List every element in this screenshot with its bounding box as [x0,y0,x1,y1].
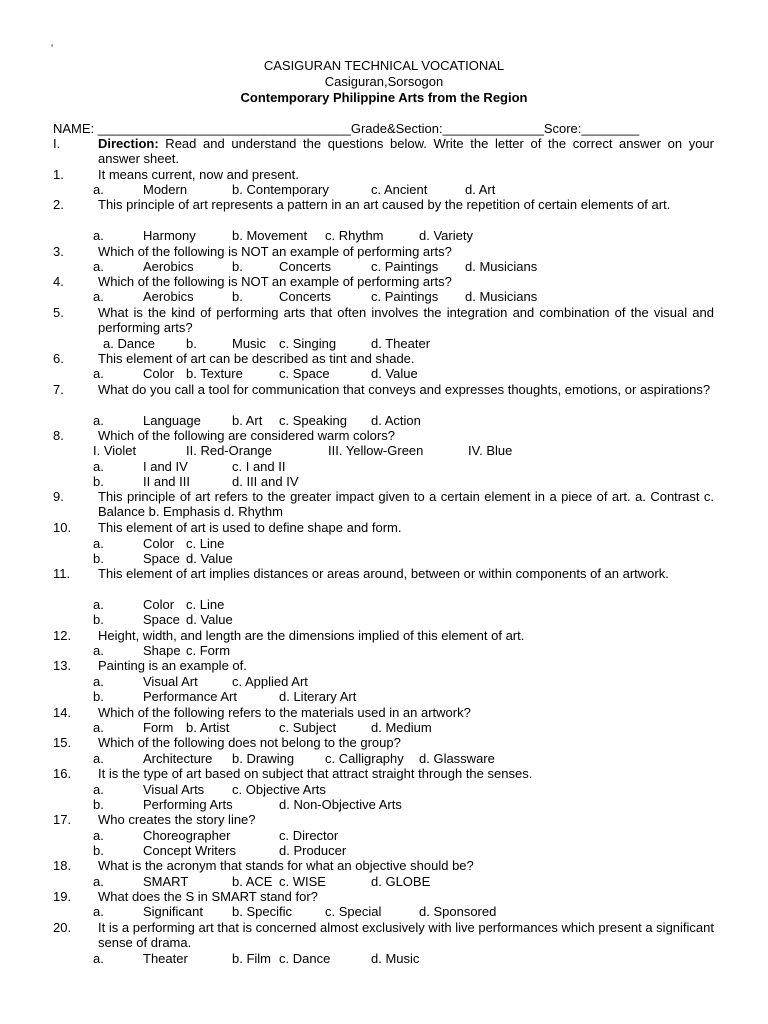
choice-letter: a. [93,289,104,304]
choice: Concerts [279,259,332,274]
choice: Music [232,336,266,351]
choice: Space [143,551,180,566]
question-number: 9. [53,489,64,504]
choice: Architecture [143,751,213,766]
choice: I. Violet [93,443,137,458]
choice-letter: b. [93,551,104,566]
question-number: 2. [53,197,64,212]
direction-body: Read and understand the questions below. Write the letter of the correct answer on your answer sheet. [98,136,714,166]
question-text: Which of the following does not belong to the group? [98,735,401,750]
choice: Color [143,536,175,551]
question-number: 10. [53,520,72,535]
choice: Visual Art [143,674,198,689]
question-text: Which of the following are considered warm colors? [98,428,395,443]
choice: d. Glassware [419,751,495,766]
choice-letter: b. [93,612,104,627]
question-text: Which of the following refers to the materials used in an artwork? [98,705,471,720]
question-number: 1. [53,167,64,182]
choice: Theater [143,951,188,966]
choice: c. Line [186,597,225,612]
choice: c. Ancient [371,182,428,197]
choice: III. Yellow-Green [328,443,424,458]
choice: b. Artist [186,720,230,735]
choice: d. Value [186,612,233,627]
choice-letter: b. [93,474,104,489]
choice: c. I and II [232,459,286,474]
question-text: Painting is an example of. [98,658,247,673]
question-number: 13. [53,658,72,673]
choice: Visual Arts [143,782,205,797]
question-number: 5. [53,305,64,320]
question-number: 14. [53,705,72,720]
choice-letter: a. [93,182,104,197]
choice: Significant [143,904,203,919]
choice: Choreographer [143,828,231,843]
choice: c. Line [186,536,225,551]
choice-letter: b. [232,289,243,304]
question-number: 8. [53,428,64,443]
direction-number: I. [53,136,61,151]
choice: d. Value [186,551,233,566]
choice: d. Action [371,413,421,428]
choice-letter: b. [93,843,104,858]
choice-letter: a. [93,366,104,381]
question-text: It is a performing art that is concerned almost exclusively with live performances which present a significant sense of drama. [98,920,714,950]
choice-letter: a. [93,720,104,735]
choice: b. ACE [232,874,273,889]
question-number: 15. [53,735,72,750]
choice: c. Subject [279,720,337,735]
choice: Shape [143,643,181,658]
choice-letter: a. [93,951,104,966]
choice: d. Producer [279,843,347,858]
choice-letter: a. [93,536,104,551]
choice: Color [143,597,175,612]
question-text: Who creates the story line? [98,812,256,827]
choice-letter: a. [93,828,104,843]
choice: b. Specific [232,904,292,919]
school-location: Casiguran,Sorsogon [324,74,444,89]
name-grade-score-line: NAME: ___________________________________Grade&Section:______________Score:________ [53,121,640,136]
choice: a. Dance [103,336,156,351]
question-text: This principle of art represents a pattern in an art caused by the repetition of certain elements of art. [98,197,671,212]
question-text: This element of art can be described as tint and shade. [98,351,415,366]
choice: c. Form [186,643,231,658]
choice: c. Paintings [371,259,439,274]
choice-letter: a. [93,782,104,797]
choice: d. Art [465,182,496,197]
choice: c. WISE [279,874,326,889]
choice-letter: a. [93,597,104,612]
choice: c. Applied Art [232,674,308,689]
question-text: Which of the following is NOT an example of performing arts? [98,274,452,289]
question-number: 11. [53,566,71,581]
question-text: It means current, now and present. [98,167,299,182]
choice: c. Speaking [279,413,347,428]
choice: Space [143,612,180,627]
choice-letter: a. [93,874,104,889]
choice: c. Objective Arts [232,782,326,797]
choice: c. Rhythm [325,228,384,243]
choice: d. Sponsored [419,904,497,919]
choice: c. Dance [279,951,331,966]
choice: Performing Arts [143,797,233,812]
choice: IV. Blue [468,443,513,458]
question-text: This element of art is used to define shape and form. [98,520,402,535]
choice-letter: b. [232,259,243,274]
choice: b. Movement [232,228,308,243]
question-text: What does the S in SMART stand for? [98,889,318,904]
choice: I and IV [143,459,188,474]
choice: c. Special [325,904,382,919]
choice: c. Calligraphy [325,751,404,766]
choice: II. Red-Orange [186,443,272,458]
choice: Language [143,413,201,428]
choice: c. Space [279,366,330,381]
choice: II and III [143,474,190,489]
choice: d. Musicians [465,259,538,274]
question-number: 18. [53,858,72,873]
choice-letter: a. [93,674,104,689]
choice: d. Musicians [465,289,538,304]
stray-mark: ‘ [51,43,54,54]
choice: b. Art [232,413,263,428]
choice: Modern [143,182,188,197]
choice: Concept Writers [143,843,236,858]
question-text: It is the type of art based on subject that attract straight through the senses. [98,766,533,781]
choice: d. Medium [371,720,432,735]
question-number: 7. [53,382,64,397]
question-number: 17. [53,812,72,827]
choice-letter: b. [93,797,104,812]
choice: b. Contemporary [232,182,329,197]
question-number: 4. [53,274,64,289]
choice: d. GLOBE [371,874,431,889]
choice: c. Singing [279,336,337,351]
choice-letter: a. [93,259,104,274]
question-number: 20. [53,920,72,935]
choice: Concerts [279,289,332,304]
choice: d. Literary Art [279,689,357,704]
choice: d. Music [371,951,420,966]
choice-letter: a. [93,904,104,919]
question-text: What do you call a tool for communication that conveys and expresses thoughts, emotions, or aspirations? [98,382,711,397]
question-text: What is the kind of performing arts that often involves the integration and combination of the visual and performing arts? [98,305,714,335]
question-number: 19. [53,889,72,904]
exam-title: Contemporary Philippine Arts from the Region [240,90,528,105]
question-number: 6. [53,351,64,366]
choice: d. Theater [371,336,431,351]
choice-letter: a. [93,413,104,428]
choice: Aerobics [143,259,194,274]
choice: d. Non-Objective Arts [279,797,402,812]
choice: b. Film [232,951,271,966]
choice-letter: a. [93,751,104,766]
choice-letter: a. [93,643,104,658]
question-text: What is the acronym that stands for what an objective should be? [98,858,474,873]
choice: b. Texture [186,366,243,381]
choice: d. Variety [419,228,473,243]
choice: Color [143,366,175,381]
choice: c. Paintings [371,289,439,304]
choice: d. Value [371,366,418,381]
choice: b. Drawing [232,751,295,766]
choice: Aerobics [143,289,194,304]
question-text: Height, width, and length are the dimensions implied of this element of art. [98,628,525,643]
choice-letter: b. [93,689,104,704]
question-text: Which of the following is NOT an example of performing arts? [98,244,452,259]
choice: Performance Art [143,689,237,704]
question-number: 3. [53,244,64,259]
choice-letter: b. [186,336,197,351]
question-text: This element of art implies distances or areas around, between or within components of an artwork. [98,566,669,581]
choice-letter: a. [93,228,104,243]
question-number: 16. [53,766,72,781]
direction-text [98,136,714,166]
choice: Harmony [143,228,196,243]
direction-label: Direction: [98,136,159,151]
choice: Form [143,720,174,735]
choice: d. III and IV [232,474,299,489]
question-text: This principle of art refers to the greater impact given to a certain element in a piece of art. a. Contrast c. Balance b. Emphasis d. Rhythm [98,489,714,519]
choice-letter: a. [93,459,104,474]
choice: SMART [143,874,189,889]
question-number: 12. [53,628,72,643]
school-name: CASIGURAN TECHNICAL VOCATIONAL [263,58,505,73]
choice: c. Director [279,828,339,843]
